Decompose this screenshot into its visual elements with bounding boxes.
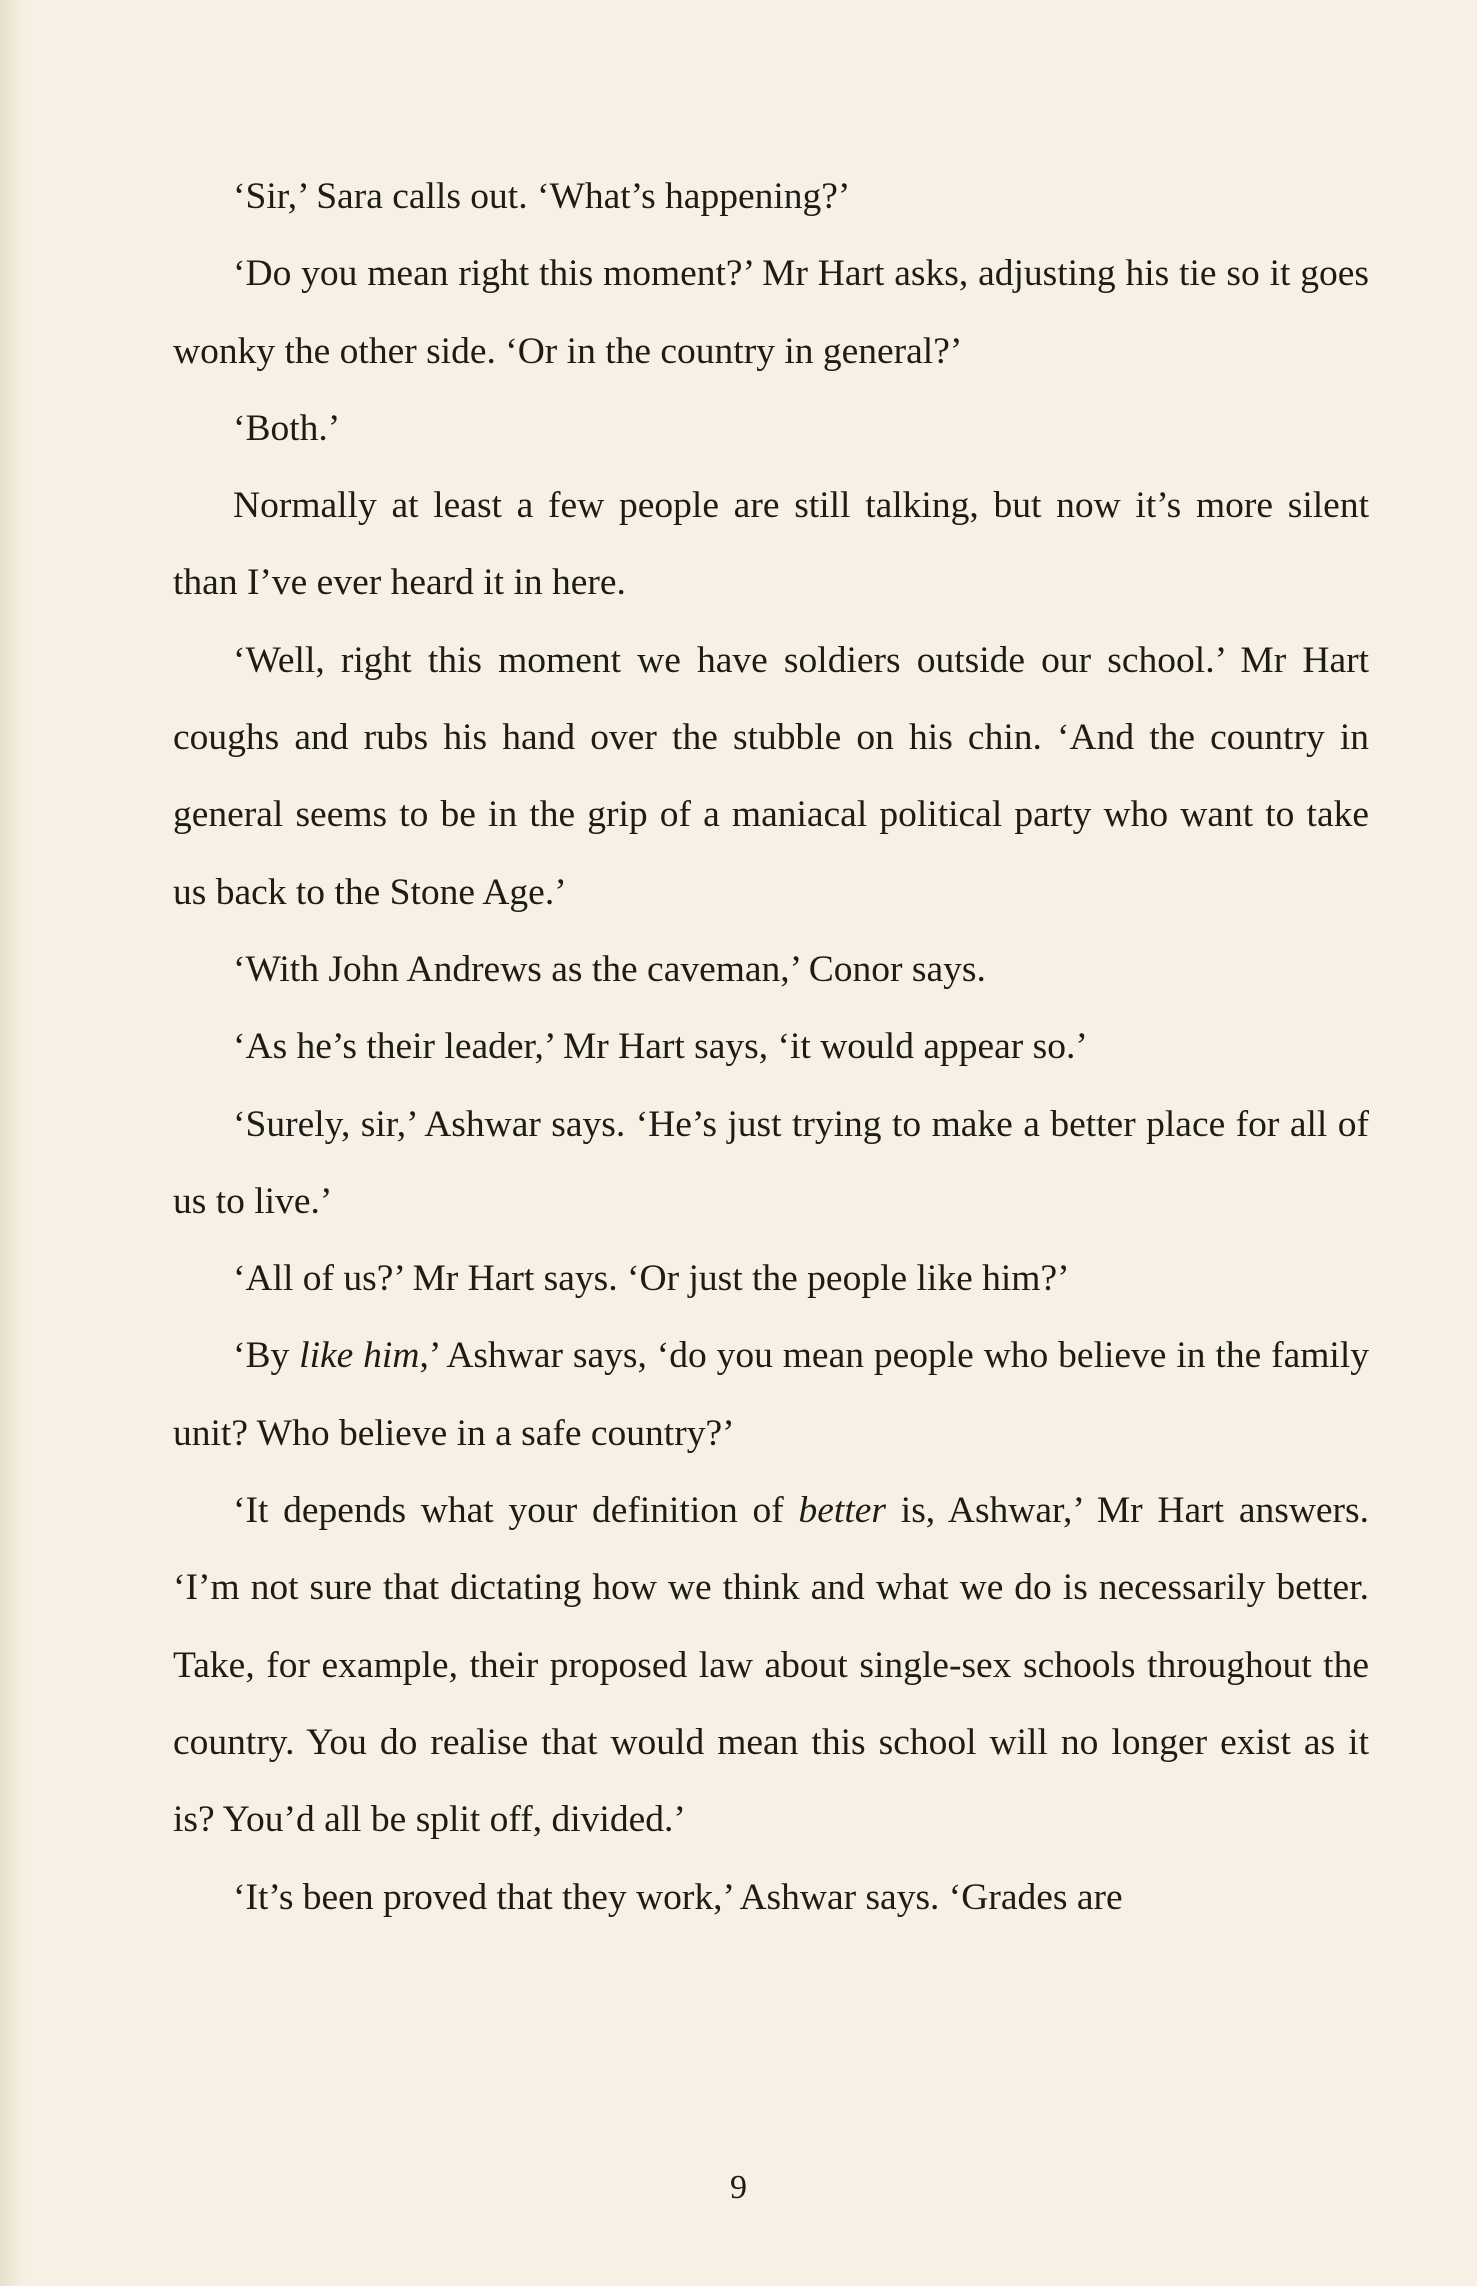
paragraph-11: ‘It depends what your definition of better is, Ashwar,’ Mr Hart answers. ‘I’m not sure that dictating how we think and what we do is necessarily better. Take, for example, their proposed law about single-sex schools throughout the country. You do realise that would mean this school will no longer exist as it is? You’d all be split off, divided.’: [173, 1490, 1369, 1841]
body-text: [173, 158, 1369, 1936]
paragraph-1: ‘Sir,’ Sara calls out. ‘What’s happening?’: [233, 176, 851, 217]
paragraph-10: ‘By like him,’ Ashwar says, ‘do you mean people who believe in the family unit? Who believe in a safe country?’: [173, 1335, 1370, 1454]
paragraph-2: ‘Do you mean right this moment?’ Mr Hart asks, adjusting his tie so it goes wonky the other side. ‘Or in the country in general?’: [173, 253, 1369, 372]
paragraph-9: ‘All of us?’ Mr Hart says. ‘Or just the people like him?’: [233, 1258, 1070, 1300]
italic-emphasis: like him: [299, 1335, 420, 1377]
paragraph-7: ‘As he’s their leader,’ Mr Hart says, ‘it would appear so.’: [233, 1026, 1088, 1068]
page-number: 9: [730, 2169, 747, 2206]
italic-emphasis: better: [798, 1490, 887, 1532]
paragraph-5: ‘Well, right this moment we have soldiers outside our school.’ Mr Hart coughs and rubs his hand over the stubble on his chin. ‘And the country in general seems to be in the grip of a maniacal political party who want to take us back to the Stone Age.’: [173, 639, 1369, 913]
paragraph-4: Normally at least a few people are still talking, but now it’s more silent than I’ve ever heard it in here.: [173, 485, 1369, 604]
paragraph-6: ‘With John Andrews as the caveman,’ Conor says.: [233, 948, 986, 990]
paragraph-12: ‘It’s been proved that they work,’ Ashwar says. ‘Grades are: [233, 1876, 1123, 1918]
paragraph-8: ‘Surely, sir,’ Ashwar says. ‘He’s just trying to make a better place for all of us to live.’: [173, 1103, 1369, 1222]
paragraph-3: ‘Both.’: [233, 407, 341, 449]
